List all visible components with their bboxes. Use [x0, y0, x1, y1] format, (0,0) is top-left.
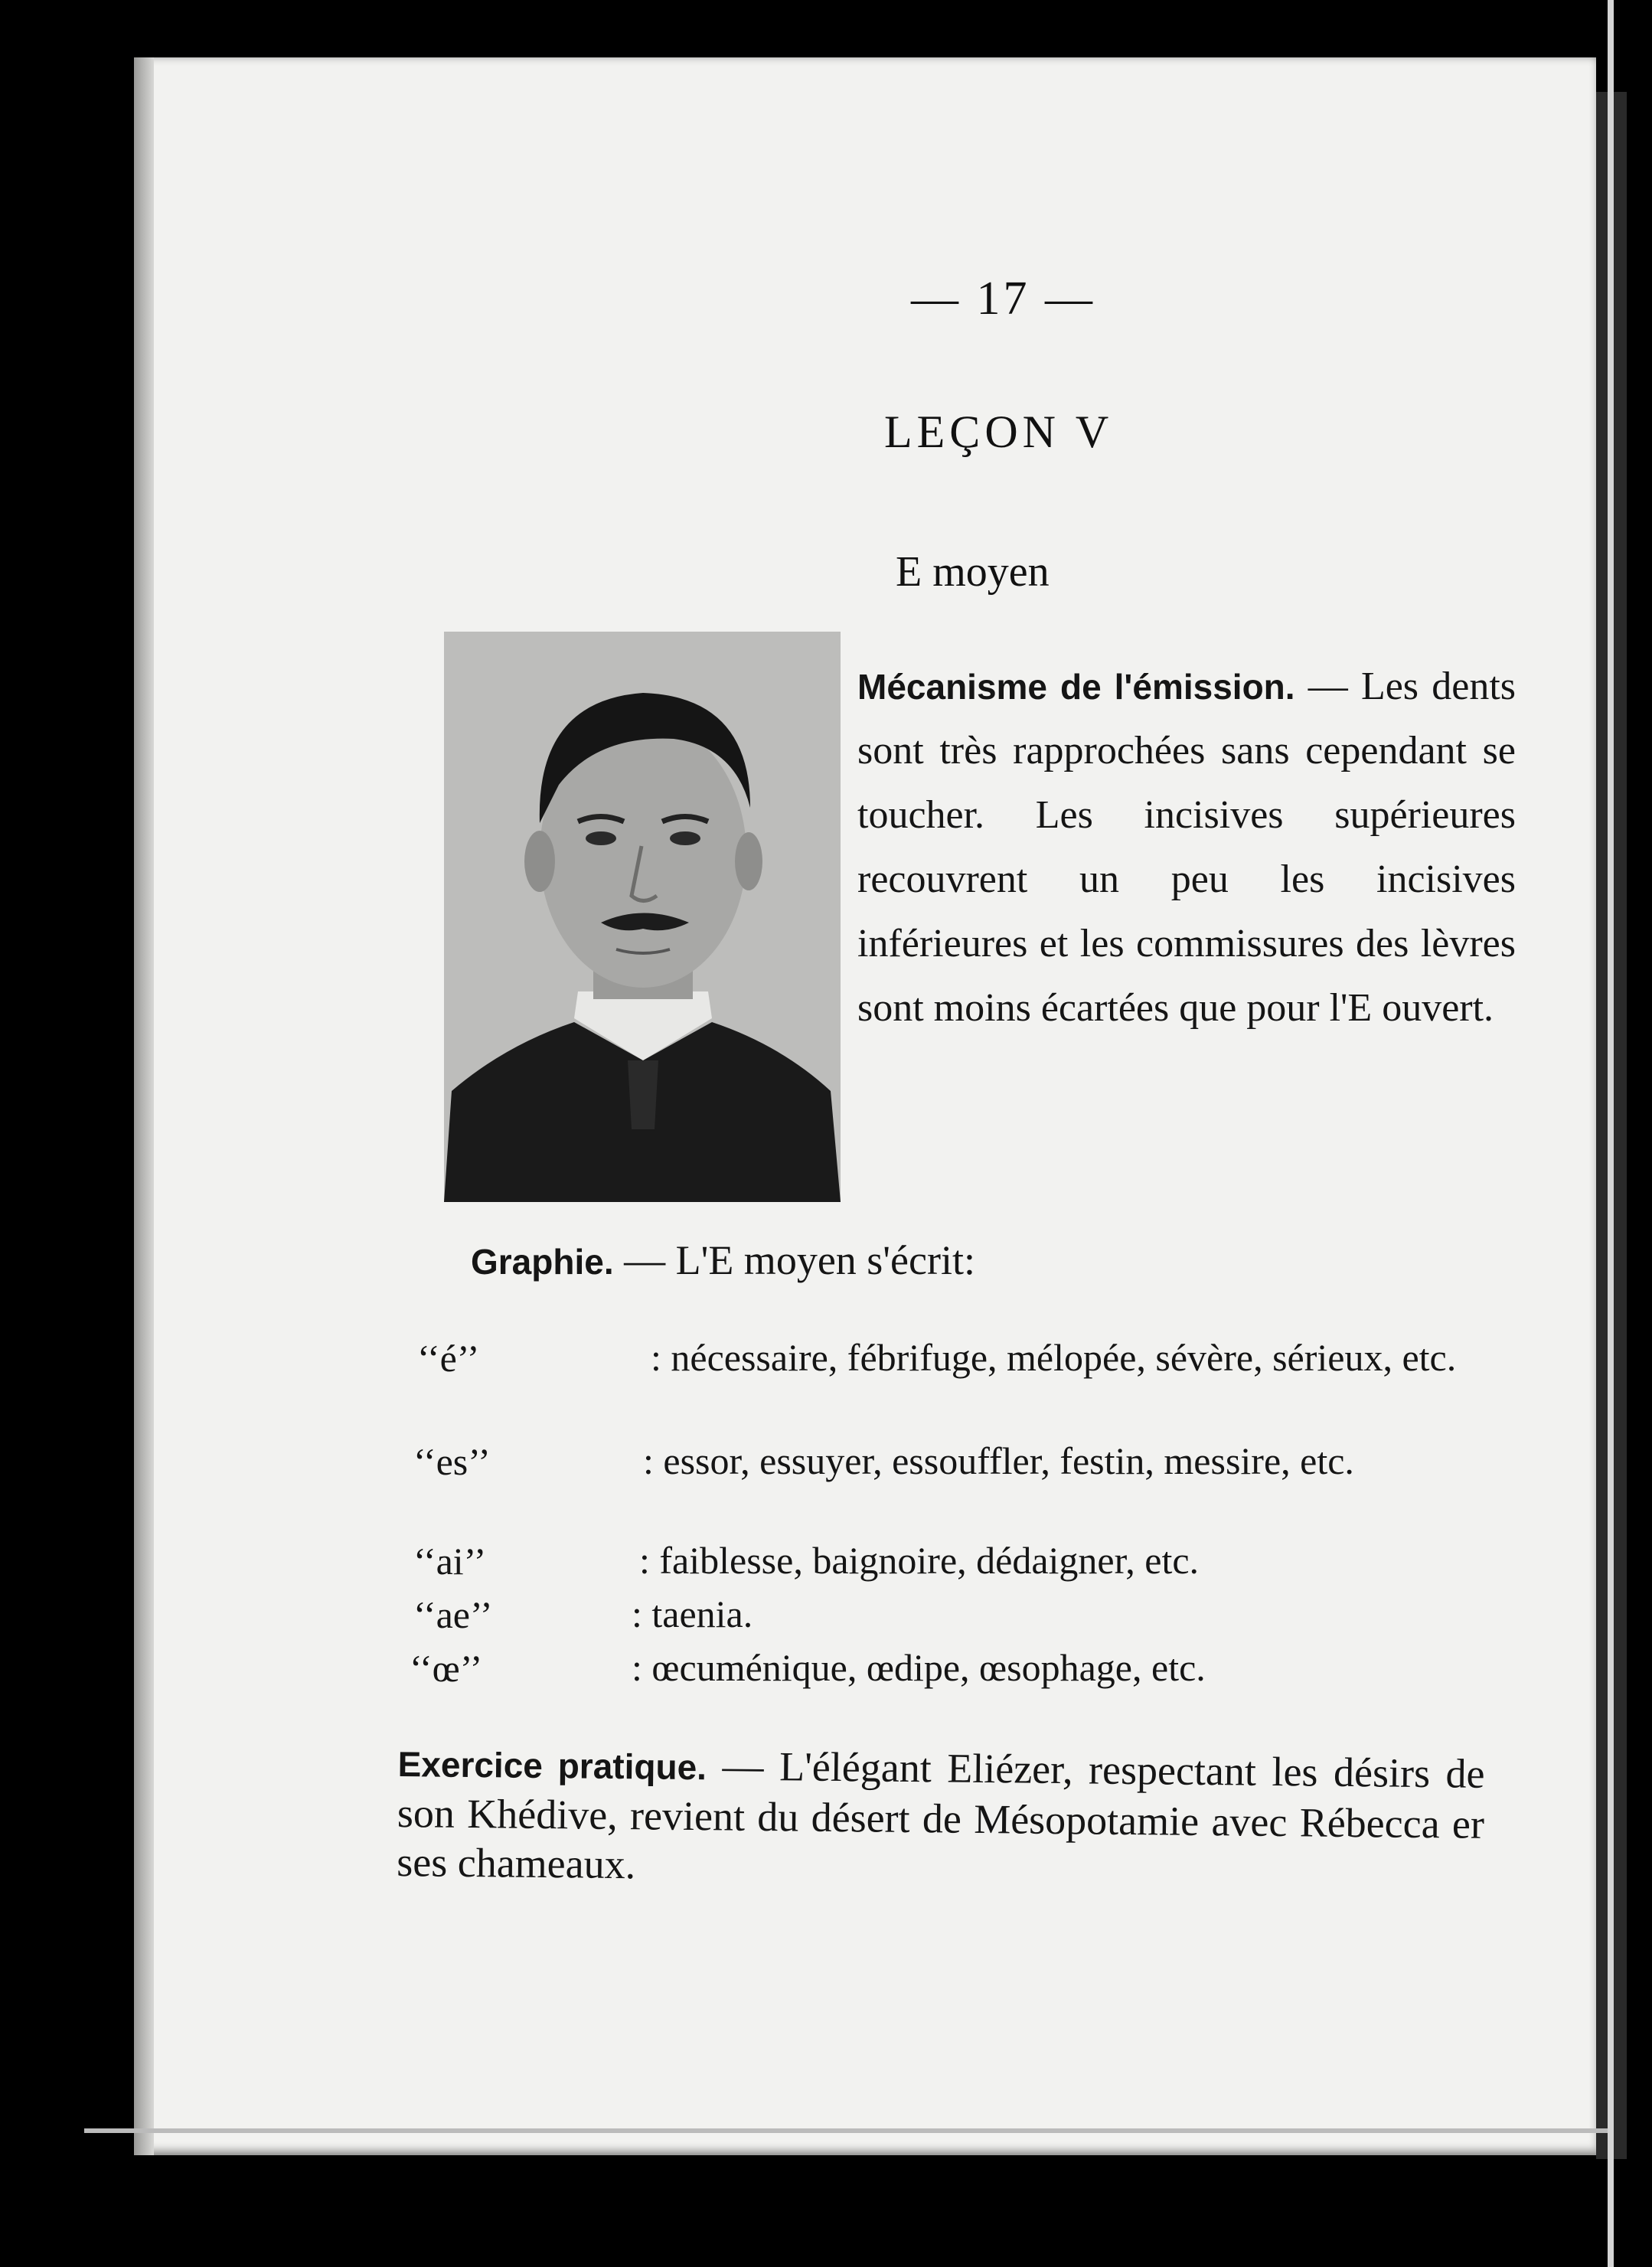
graphie-key: ‘‘é’’ — [417, 1337, 480, 1380]
lesson-subtitle: E moyen — [896, 548, 1050, 596]
mechanism-paragraph — [857, 655, 1516, 1040]
graphie-key: ‘‘ai’’ — [413, 1540, 487, 1583]
graphie-key: ‘‘es’’ — [413, 1440, 491, 1483]
graphie-value: : essor, essuyer, essouffler, festin, messire, etc. — [643, 1439, 1354, 1482]
graphie-line — [471, 1236, 975, 1284]
graphie-value: : faiblesse, baignoire, dédaigner, etc. — [639, 1539, 1200, 1582]
mechanism-text: — Les dents sont très rapprochées sans cependant se toucher. Les incisives supérieures recouvrent un peu les incisives inférieures et les commissures des lèvres sont moins écartées que pour l'E ouvert. — [857, 665, 1516, 1030]
graphie-intro: — L'E moyen s'écrit: — [613, 1237, 975, 1283]
exercise-text: — L'élégant Eliézer, respectant les désirs de son Khédive, revient du désert de Mésopotamie avec Rébecca er ses chameaux. — [396, 1743, 1485, 1888]
exercise-paragraph — [397, 1738, 1485, 1898]
lesson-title: LEÇON V — [884, 407, 1114, 457]
page-number: — 17 — — [911, 273, 1095, 325]
page-bottom-edge — [84, 2128, 1608, 2133]
graphie-value: : nécessaire, fébrifuge, mélopée, sévère, sérieux, etc. — [651, 1336, 1457, 1379]
portrait-photo — [444, 632, 841, 1202]
graphie-heading: Graphie. — [471, 1242, 614, 1282]
exercise-heading: Exercice pratique. — [397, 1743, 707, 1788]
graphie-value: : œcuménique, œdipe, œsophage, etc. — [632, 1646, 1206, 1689]
page-binding-edge — [134, 57, 154, 2155]
adjacent-page-line — [1608, 0, 1614, 2267]
graphie-value: : taenia. — [632, 1592, 753, 1635]
graphie-key: ‘‘ae’’ — [413, 1593, 493, 1636]
mechanism-heading: Mécanisme de l'émission. — [857, 667, 1295, 707]
graphie-key: ‘‘œ’’ — [410, 1647, 483, 1690]
